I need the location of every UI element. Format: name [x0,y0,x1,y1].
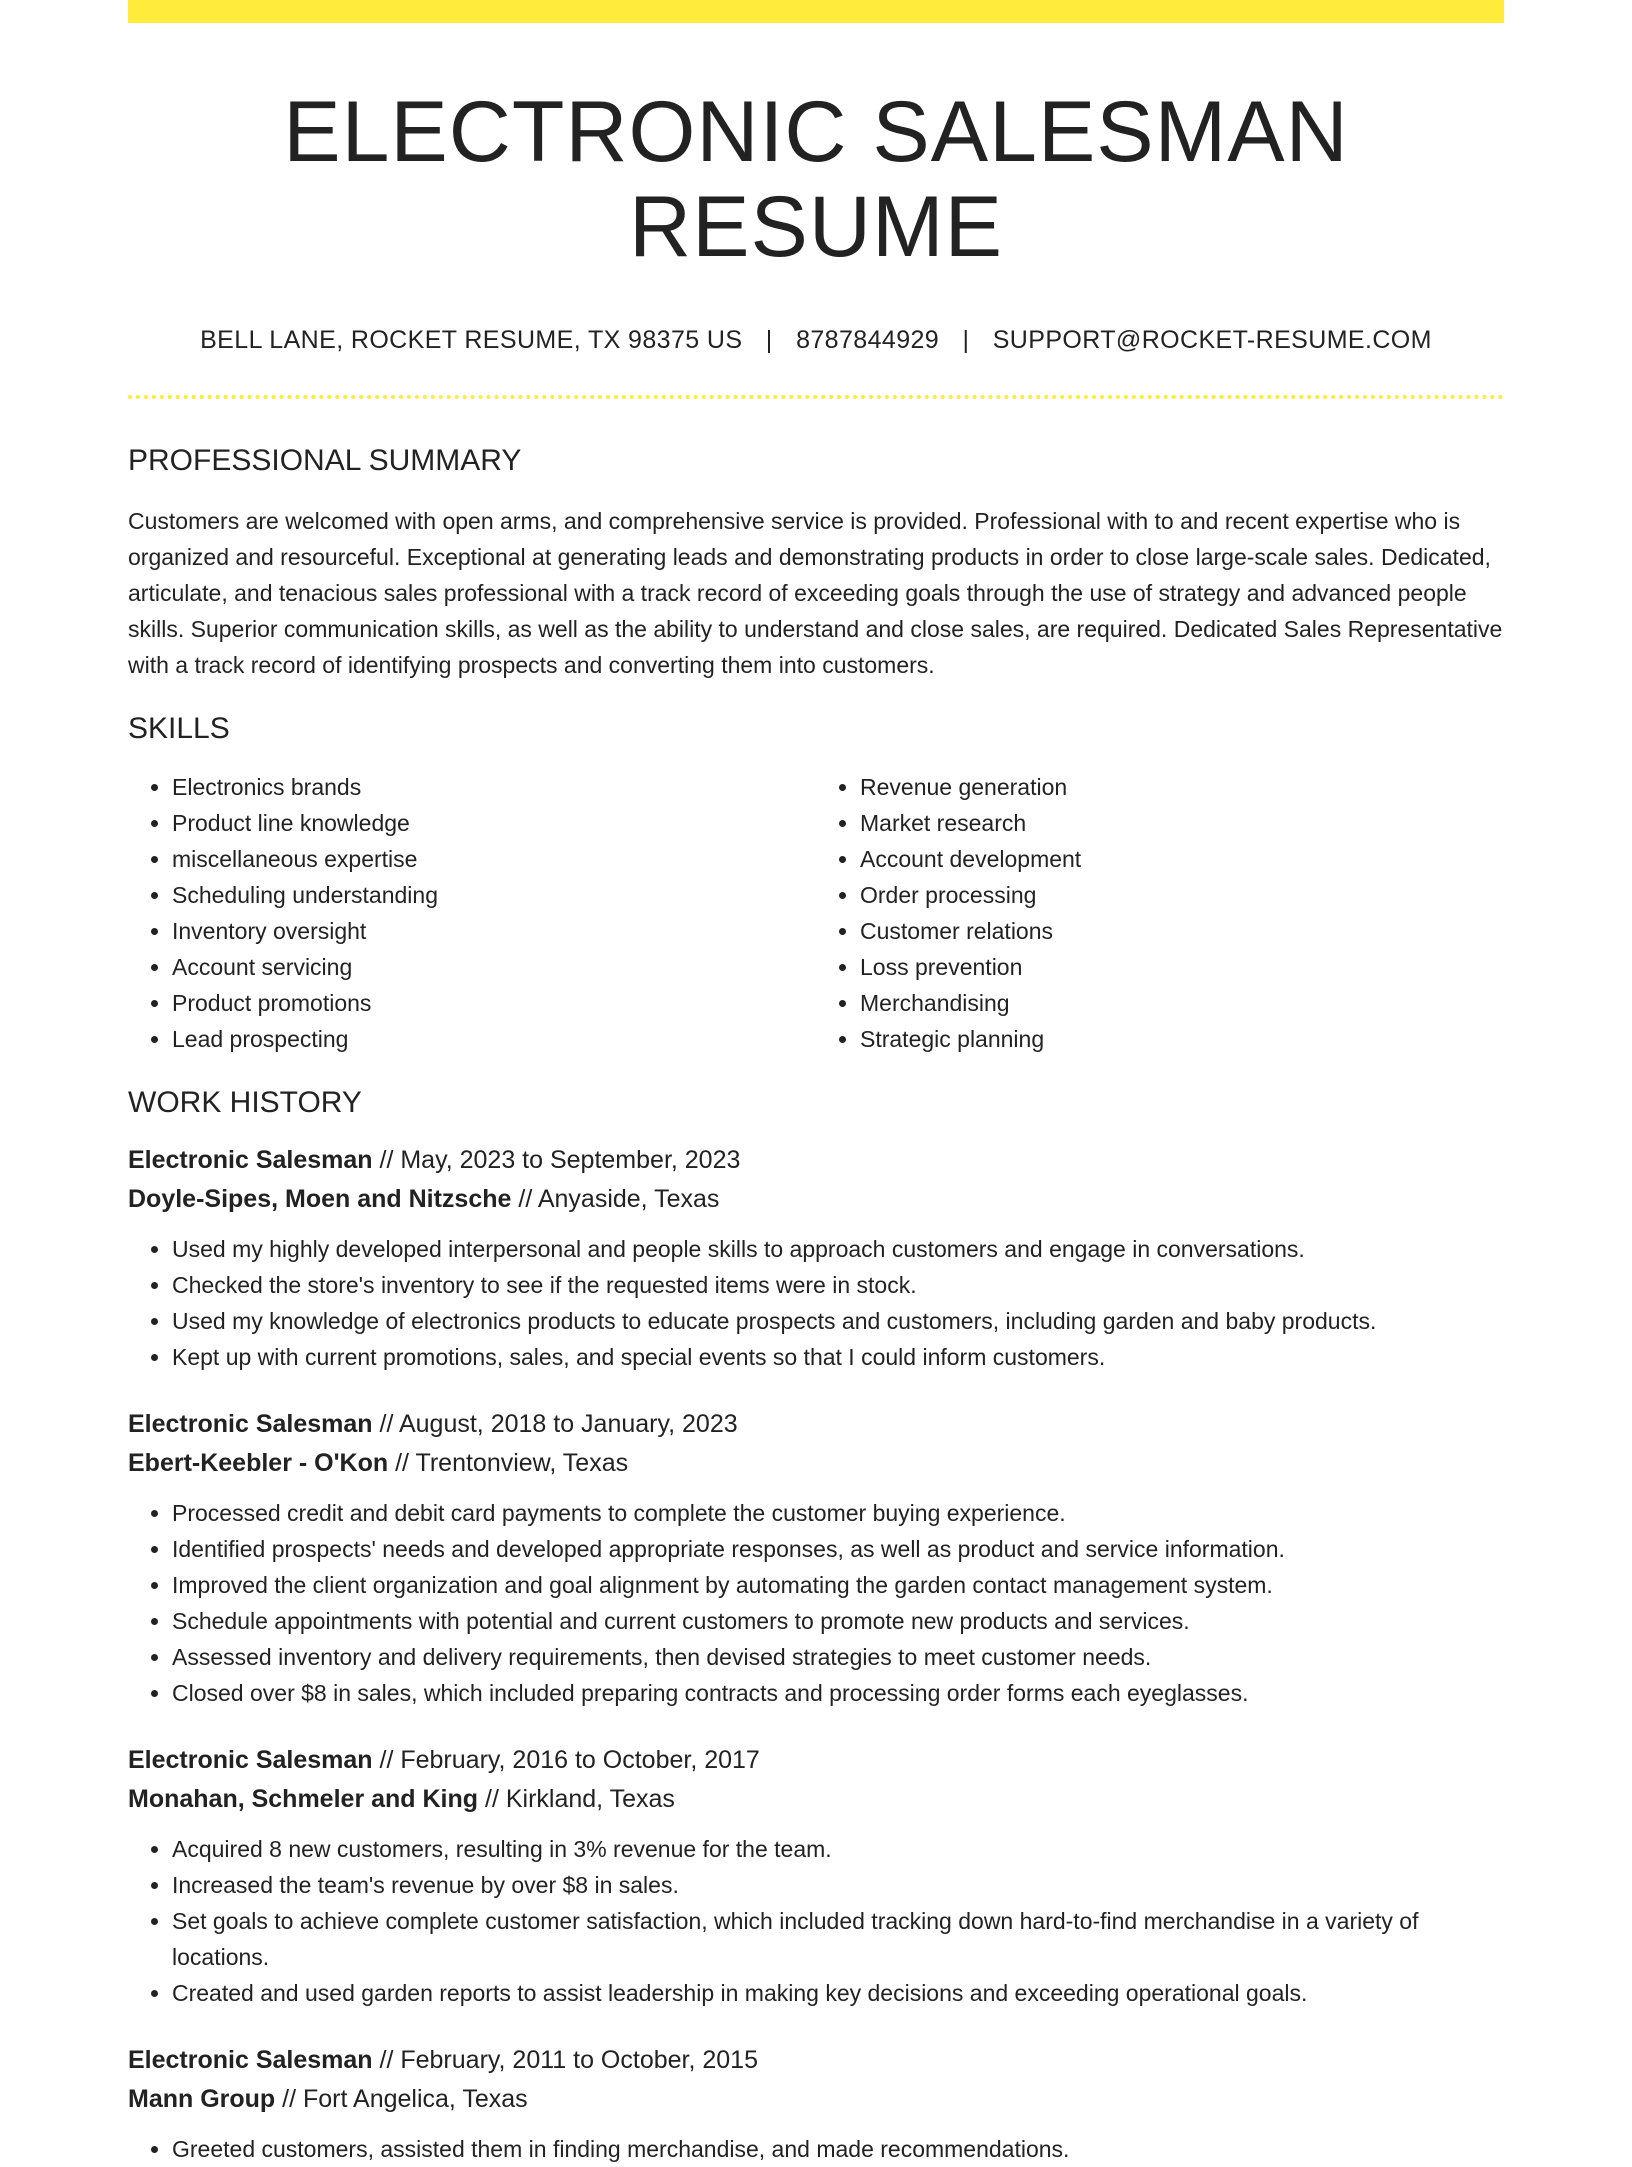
contact-email: SUPPORT@ROCKET-RESUME.COM [992,326,1432,355]
job-bullet: • Kept up with current promotions, sales, and special events so that I could inform customers. [172,1339,1504,1375]
job-bullet: • Processed credit and debit card payments to complete the customer buying experience. [172,1495,1504,1531]
job-dates: // May, 2023 to September, 2023 [379,1146,741,1175]
skill-item: • Strategic planning [860,1021,1504,1057]
job-company: Mann Group [128,2085,276,2114]
job-title: Electronic Salesman [128,2046,373,2075]
summary-heading: PROFESSIONAL SUMMARY [128,444,522,478]
job-entry [128,1741,1504,2011]
skill-item: • Customer relations [860,913,1504,949]
job-location: // Trentonview, Texas [395,1449,629,1478]
skill-item: • Electronics brands [172,769,816,805]
skills-list-right [816,769,1504,1057]
job-entry [128,2041,1504,2167]
resume-title: ELECTRONIC SALESMAN RESUME [283,84,1349,275]
skill-item: • Product line knowledge [172,805,816,841]
contact-address: BELL LANE, ROCKET RESUME, TX 98375 US [200,326,743,355]
job-location: // Anyaside, Texas [518,1185,720,1214]
skill-item: • Lead prospecting [172,1021,816,1057]
job-bullet: • Closed over $8 in sales, which included preparing contracts and processing order forms each eyeglasses. [172,1675,1504,1711]
contact-separator: | [765,326,773,355]
job-bullet: • Created and used garden reports to assist leadership in making key decisions and exceeding operational goals. [172,1975,1504,2011]
job-bullet: • Improved the client organization and goal alignment by automating the garden contact management system. [172,1567,1504,1603]
job-entry [128,1141,1504,1375]
job-list [128,1141,1504,2167]
skill-item: • Scheduling understanding [172,877,816,913]
job-location: // Fort Angelica, Texas [282,2085,528,2114]
job-location: // Kirkland, Texas [485,1785,675,1814]
skill-item: • miscellaneous expertise [172,841,816,877]
work-heading: WORK HISTORY [128,1086,362,1120]
job-entry [128,1405,1504,1711]
skills-list-left [128,769,816,1057]
job-company-line [128,1780,1504,1819]
skill-item: • Merchandising [860,985,1504,1021]
skills-section [128,711,1504,1057]
contact-phone: 8787844929 [796,326,940,355]
dotted-divider [128,395,1504,399]
job-bullet: • Set goals to achieve complete customer satisfaction, which included tracking down hard-to-find merchandise in a variety of locations. [172,1903,1504,1975]
job-title-line [128,1405,1504,1444]
job-title: Electronic Salesman [128,1146,373,1175]
job-title-line [128,1141,1504,1180]
job-bullet: • Assessed inventory and delivery requirements, then devised strategies to meet customer needs. [172,1639,1504,1675]
contact-separator: | [962,326,970,355]
skills-heading: SKILLS [128,712,230,746]
skill-item: • Product promotions [172,985,816,1021]
job-company: Ebert-Keebler - O'Kon [128,1449,389,1478]
job-company: Monahan, Schmeler and King [128,1785,479,1814]
job-bullet: • Used my highly developed interpersonal and people skills to approach customers and engage in conversations. [172,1231,1504,1267]
skill-item: • Account development [860,841,1504,877]
job-company-line [128,2080,1504,2119]
job-dates: // February, 2011 to October, 2015 [379,2046,758,2075]
skill-item: • Inventory oversight [172,913,816,949]
job-dates: // August, 2018 to January, 2023 [379,1410,738,1439]
summary-text: Customers are welcomed with open arms, and comprehensive service is provided. Professional with to and recent expertise who is organized and resourceful. Exceptional at generating leads and demonstrating products in order to close large-scale sales. Dedicated, articulate, and tenacious sales professional with a track record of exceeding goals through the use of strategy and advanced people skills. Superior communication skills, as well as the ability to understand and close sales, are required. Dedicated Sales Representative with a track record of identifying prospects and converting them into customers. [128,508,1503,679]
job-company-line [128,1444,1504,1483]
work-section [128,1085,1504,2167]
skill-item: • Market research [860,805,1504,841]
summary-section [128,443,1504,683]
job-title-line [128,2041,1504,2080]
job-title: Electronic Salesman [128,1410,373,1439]
top-accent-bar [128,0,1504,23]
skill-item: • Order processing [860,877,1504,913]
job-bullet: • Used my knowledge of electronics products to educate prospects and customers, including garden and baby products. [172,1303,1504,1339]
job-bullet: • Acquired 8 new customers, resulting in 3% revenue for the team. [172,1831,1504,1867]
job-bullet: • Increased the team's revenue by over $8 in sales. [172,1867,1504,1903]
job-bullet: • Checked the store's inventory to see if the requested items were in stock. [172,1267,1504,1303]
job-bullet: • Identified prospects' needs and developed appropriate responses, as well as product and service information. [172,1531,1504,1567]
job-title: Electronic Salesman [128,1746,373,1775]
contact-line [128,326,1504,355]
job-bullet: • Schedule appointments with potential and current customers to promote new products and services. [172,1603,1504,1639]
job-title-line [128,1741,1504,1780]
skill-item: • Revenue generation [860,769,1504,805]
resume-page [128,0,1504,2167]
skills-columns [128,769,1504,1057]
job-bullet-list [128,1231,1504,1375]
skill-item: • Account servicing [172,949,816,985]
job-dates: // February, 2016 to October, 2017 [379,1746,760,1775]
job-bullet-list [128,1495,1504,1711]
skill-item: • Loss prevention [860,949,1504,985]
job-bullet-list [128,2131,1504,2167]
job-company: Doyle-Sipes, Moen and Nitzsche [128,1185,512,1214]
job-company-line [128,1180,1504,1219]
job-bullet-list [128,1831,1504,2011]
job-bullet: • Greeted customers, assisted them in finding merchandise, and made recommendations. [172,2131,1504,2167]
